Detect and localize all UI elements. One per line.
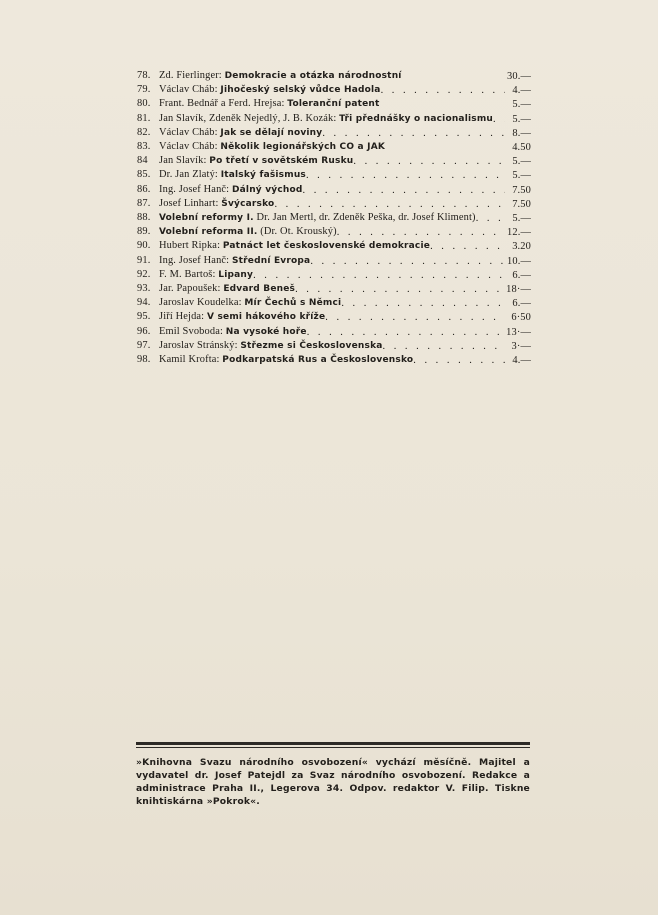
entry-title: Edvard Beneš [223,284,296,295]
entry-author: Jar. Papoušek: [159,283,224,295]
entry-price: 13·— [506,326,531,338]
catalog-entry [137,268,531,282]
imprint-text: »Knihovna Svazu národního osvobození« vychází měsíčně. Majitel a vydavatel dr. Josef Patejdl za Svaz národního osvobození. Redakce a administrace Praha II., Legerova 34. Odpov. redaktor V. Filip. Tiskne knihtiskárna »Pokrok«. [136,757,530,807]
entry-number: 82. [137,126,151,138]
catalog-entry [137,97,531,111]
entry-price: 6.— [512,298,531,310]
entry-title: Jak se dělají noviny [220,127,323,138]
entry-title: Jihočeský selský vůdce Hadola [220,85,381,96]
entry-number: 97. [137,339,151,351]
catalog-entry [137,183,531,197]
catalog-entry [137,282,531,296]
entry-price: 7.50 [512,184,531,196]
catalog-entry [137,225,531,239]
entry-price: 5.— [512,170,531,182]
catalog-entry [137,168,531,182]
entry-number: 83. [137,141,151,153]
entry-number: 89. [137,226,151,238]
catalog-entry [137,211,531,225]
entry-author: Frant. Bednář a Ferd. Hrejsa: [159,98,288,110]
entry-price: 6·50 [511,312,531,324]
dot-leader [310,255,505,268]
entry-author: Zd. Fierlinger: [159,70,225,81]
entry-author: Ing. Josef Hanč: [159,183,232,195]
entry-title: Mír Čechů s Němci [244,298,342,309]
entry-number: 78. [137,70,151,81]
dot-leader [274,198,505,211]
entry-contributors: Dr. Jan Mertl, dr. Zdeněk Peška, dr. Josef Kliment) [253,212,476,224]
entry-number: 95. [137,311,151,323]
catalog-list [137,69,531,367]
entry-title: Volební reformy I. [159,213,254,224]
entry-title: Volební reforma II. [159,227,258,238]
imprint-divider [136,742,530,748]
dot-leader [325,311,505,324]
entry-title: Podkarpatská Rus a Československo [222,355,414,366]
entry-number: 93. [137,283,151,295]
entry-author: F. M. Bartoš: [159,268,219,280]
catalog-entry [137,325,531,339]
entry-price: 10.— [507,255,531,267]
dot-leader [493,113,505,126]
entry-number: 90. [137,240,151,252]
dot-leader [337,226,505,239]
dot-leader [383,340,505,353]
catalog-entry [137,353,531,367]
catalog-entry [137,69,531,83]
entry-price: 5.— [512,156,531,168]
dot-leader [295,283,505,296]
entry-title: Střezme si Československa [240,340,383,351]
entry-author: Jan Slavík, Zdeněk Nejedlý, J. B. Kozák: [159,112,340,124]
dot-leader [476,212,505,225]
catalog-entry [137,254,531,268]
entry-title: Toleranční patent [287,99,380,110]
catalog-entry [137,126,531,140]
entry-title: Dálný východ [231,184,303,195]
entry-title: Demokracie a otázka národnostní [224,71,402,81]
catalog-entry [137,140,531,154]
entry-author: Kamil Krofta: [159,354,223,366]
entry-price: 6.— [512,269,531,281]
catalog-entry [137,310,531,324]
entry-number: 91. [137,254,151,266]
entry-title: Několik legionářských CO a JAK [220,142,386,153]
entry-number: 84 [137,155,148,167]
entry-contributors: (Dr. Ot. Krouský) [257,226,337,238]
dot-leader [307,326,505,339]
entry-title: Italský fašismus [220,170,306,181]
entry-title: Švýcarsko [221,198,275,209]
dot-leader [253,269,505,282]
catalog-entry [137,197,531,211]
entry-price: 5.— [512,213,531,225]
entry-number: 80. [137,98,151,110]
entry-number: 79. [137,84,151,96]
entry-title: Na vysoké hoře [225,326,307,337]
entry-author: Josef Linhart: [159,197,222,209]
entry-number: 87. [137,197,151,209]
entry-number: 92. [137,268,151,280]
catalog-entry [137,239,531,253]
entry-price: 4.50 [512,142,531,154]
entry-author: Jaroslav Stránský: [159,339,241,351]
entry-number: 96. [137,325,151,337]
dot-leader [303,184,505,197]
entry-title: Tři přednášky o nacionalismu [339,113,494,124]
entry-author: Ing. Josef Hanč: [159,254,232,266]
entry-title: Lipany [218,269,254,280]
entry-author: Hubert Ripka: [159,240,223,252]
entry-number: 98. [137,354,151,366]
dot-leader [353,155,505,168]
entry-number: 88. [137,212,151,224]
entry-author: Emil Svoboda: [159,325,226,337]
entry-price: 7.50 [512,198,531,210]
entry-price: 30.— [507,71,531,82]
catalog-entry [137,339,531,353]
entry-price: 5.— [512,99,531,111]
entry-number: 86. [137,183,151,195]
entry-title: Po třetí v sovětském Rusku [209,156,354,167]
entry-price: 4.— [512,85,531,97]
catalog-entry [137,83,531,97]
entry-price: 4.— [512,355,531,367]
entry-author: Jan Slavík: [159,155,210,167]
entry-price: 18·— [506,284,531,296]
entry-author: Václav Cháb: [159,84,221,96]
entry-author: Václav Cháb: [159,126,221,138]
catalog-entry [137,112,531,126]
entry-price: 3·— [511,340,531,352]
entry-number: 81. [137,112,151,124]
entry-price: 5.— [512,113,531,125]
entry-author: Václav Cháb: [159,141,221,153]
entry-author: Dr. Jan Zlatý: [159,169,221,181]
catalog-entry [137,154,531,168]
entry-price: 12.— [507,227,531,239]
dot-leader [430,240,505,253]
dot-leader [381,84,505,97]
catalog-entry [137,296,531,310]
entry-title: V semi hákového kříže [206,312,326,323]
entry-title: Patnáct let československé demokracie [222,241,431,252]
entry-number: 85. [137,169,151,181]
entry-author: Jaroslav Koudelka: [159,297,245,309]
entry-author: Jiří Hejda: [159,311,207,323]
entry-price: 3.20 [512,241,531,253]
dot-leader [413,354,505,367]
entry-title: Střední Evropa [231,255,311,266]
dot-leader [322,127,505,140]
entry-price: 8.— [512,127,531,139]
dot-leader [306,169,505,182]
dot-leader [341,297,505,310]
entry-number: 94. [137,297,151,309]
